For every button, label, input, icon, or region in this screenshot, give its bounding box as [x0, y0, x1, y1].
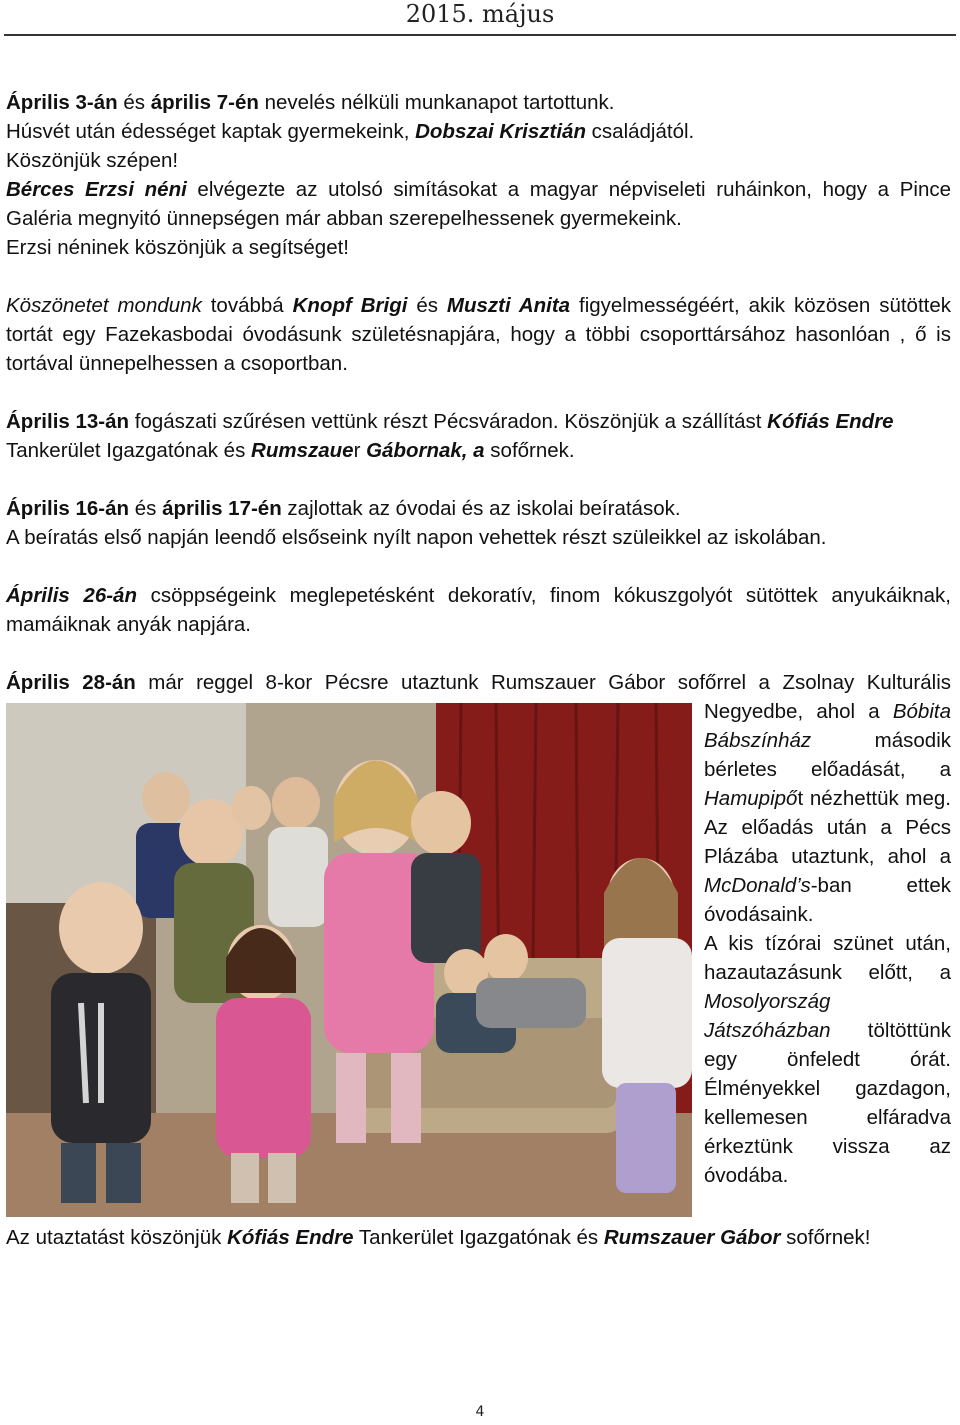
helper-name: Bérces Erzsi néni [6, 178, 187, 201]
paragraph-april-28: Április 28-án már reggel 8-kor Pécsre utaztunk Rumszauer Gábor sofőrrel a Zsolnay Kulturális Negyedbe, ahol a Bóbita Bábszínház második bérletes előadását, a Hamupipőt nézhettük meg. Az előadás után a Pécs Plázába utaztunk, ahol a McDonald’s-ban ettek óvodásaink. A kis tízórai szünet után, hazautazásunk előtt, a Mosolyország Játszóházban töltöttünk egy önfeledt órát. Élményekkel gazdagon, kellemesen elfáradva érkeztünk vissza az óvodába. [6, 668, 951, 1190]
photo-illustration [6, 703, 692, 1217]
date-april-7: április 7-én [150, 91, 259, 114]
page-number: 4 [475, 1404, 485, 1420]
children-group-photo [6, 703, 692, 1217]
paragraph-thanks-erzsi: Erzsi néninek köszönjük a segítséget! [6, 236, 349, 259]
paragraph-closing-thanks: Az utaztatást köszönjük Kófiás Endre Tankerület Igazgatónak és Rumszauer Gábor sofőrnek! [6, 1226, 871, 1249]
paragraph-april-16: Április 16-án és április 17-én zajlottak az óvodai és az iskolai beíratások. [6, 497, 681, 520]
paragraph-april-3: Április 3-án és április 7-én nevelés nélküli munkanapot tartottunk. Húsvét után édességet kaptak gyermekeink, Dobszai Krisztián családjától. Köszönjük szépen! [6, 91, 695, 172]
paragraph-april-13: Április 13-án fogászati szűrésen vettünk részt Pécsváradon. Köszönjük a szállítást Kófiás Endre Tankerület Igazgatónak és Rumszauer Gábornak, a sofőrnek. [6, 410, 894, 462]
paragraph-costumes: Bérces Erzsi néni elvégezte az utolsó simításokat a magyar népviseleti ruháinkon, hogy a Pince Galéria megnyitó ünnepségen már abban szerepelhessenek gyermekeink. [6, 178, 951, 230]
page-header [0, 0, 960, 38]
date-april-28: Április 28-án [6, 671, 136, 694]
header-divider [4, 34, 956, 36]
article-body [6, 88, 951, 1252]
donor-name: Dobszai Krisztián [415, 120, 586, 143]
header-title: 2015. május [405, 0, 555, 28]
date-april-3: Április 3-án [6, 91, 118, 114]
paragraph-enrollment: A beíratás első napján leendő elsőseink nyílt napon vehettek részt szüleikkel az iskolában. [6, 526, 827, 549]
paragraph-cake: Köszönetet mondunk továbbá Knopf Brigi és Muszti Anita figyelmességéért, akik közösen sütöttek tortát egy Fazekasbodai óvodásunk születésnapjára, hogy a többi csoporttársához hasonlóan , ő is tortával ünnepelhessen a csoportban. [6, 294, 952, 375]
paragraph-april-26: Április 26-án csöppségeink meglepetésként dekoratív, finom kókuszgolyót sütöttek anyukáiknak, mamáiknak anyák napjára. [6, 584, 951, 636]
photo-placeholder [6, 703, 704, 1223]
